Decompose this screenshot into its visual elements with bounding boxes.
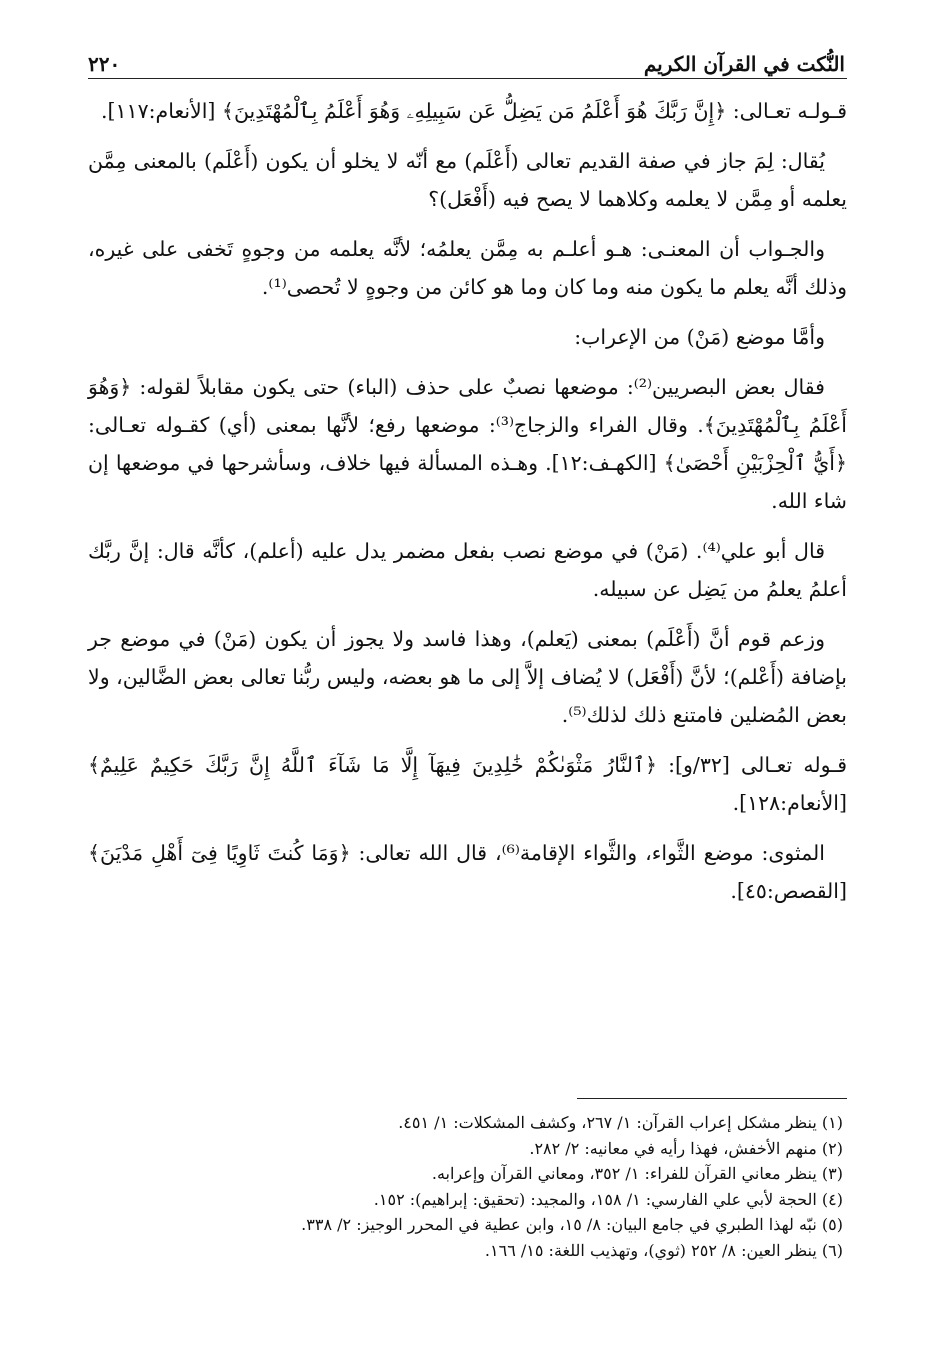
paragraph-verse-117: قـولـه تعـالى: ﴿إِنَّ رَبَّكَ هُوَ أَعْلَمُ مَن يَضِلُّ عَن سَبِيلِهِۦ وَهُوَ أَعْلَمُ بِٱلْمُهْتَدِينَ﴾ [الأنعام:١١٧]. xyxy=(101,99,847,123)
paragraph-claim: وزعم قوم أنَّ (أَعْلَم) بمعنى (يَعلم)، وهذا فاسد ولا يجوز أن يكون (مَنْ) في موضع جر بإضافة (أَعْلم)؛ لأنَّ (أَفْعَل) لا يُضاف إلاَّ إلى ما هو بعضه، وليس ربُّنا تعالى بعض الضَّالين، ولا بعض المُضلين فامتنع ذلك لذلك⁽⁵⁾. xyxy=(88,627,847,727)
paragraph-answer: والجـواب أن المعنـى: هـو أعلـم به مِمَّن يعلمُه؛ لأنَّه يعلمه من وجوهٍ تَخفى على غيره، وذلك أنَّه يعلم ما يكون منه وما كان وما هو كائن من وجوهٍ لا تُحصى⁽¹⁾. xyxy=(88,237,847,299)
paragraph-verse-128: قـوله تعـالى [٣٢/و]: ﴿ٱلنَّارُ مَثْوَىٰكُمْ خَٰلِدِينَ فِيهَآ إِلَّا مَا شَآءَ ٱللَّهُ إِنَّ رَبَّكَ حَكِيمٌ عَلِيمٌ﴾ [الأنعام:١٢٨]. xyxy=(88,753,847,815)
header-rule xyxy=(88,78,847,79)
paragraph-basrians: فقال بعض البصريين⁽²⁾: موضعها نصبٌ على حذف (الباء) حتى يكون مقابلاً لقوله: ﴿وَهُوَ أَعْلَمُ بِٱلْمُهْتَدِينَ﴾. وقال الفراء والزجاج⁽³⁾: موضعها رفع؛ لأنَّها بمعنى (أي) كقـوله تعـالى: ﴿أَيُّ ٱلْحِزْبَيْنِ أَحْصَىٰ﴾ [الكهـف:١٢]. وهـذه المسألة فيها خلاف، وسأشرحها في موضعها إن شاء الله. xyxy=(88,375,848,513)
footnotes xyxy=(88,1110,843,1263)
paragraph-irab-heading: وأمَّا موضع (مَنْ) من الإعراب: xyxy=(574,325,825,349)
page-header xyxy=(88,40,845,76)
footnote-6: (٦) ينظر العين: ٨/ ٢٥٢ (ثوي)، وتهذيب اللغة: ١٥/ ١٦٦. xyxy=(484,1240,843,1260)
book-title: النُّكت في القرآن الكريم xyxy=(643,52,845,76)
footnote-1: (١) ينظر مشكل إعراب القرآن: ١/ ٢٦٧، وكشف المشكلات: ١/ ٤٥١. xyxy=(398,1113,843,1132)
footnote-2: (٢) منهم الأخفش، فهذا رأيه في معانيه: ٢/ ٢٨٢. xyxy=(529,1138,843,1158)
footnote-5: (٥) نبّه لهذا الطبري في جامع البيان: ٨/ ١٥، وابن عطية في المحرر الوجيز: ٢/ ٣٣٨. xyxy=(301,1215,843,1234)
footnote-4: (٤) الحجة لأبي علي الفارسي: ١/ ١٥٨، والمجيد: (تحقيق: إبراهيم): ١٥٢. xyxy=(373,1189,843,1209)
footnote-rule xyxy=(577,1098,847,1099)
paragraph-mathwa: المثوى: موضع الثَّواء، والثَّواء الإقامة⁽⁶⁾، قال الله تعالى: ﴿وَمَا كُنتَ ثَاوِيًا فِىٓ أَهْلِ مَدْيَنَ﴾ [القصص:٤٥]. xyxy=(88,841,847,903)
paragraph-question: يُقال: لِمَ جاز في صفة القديم تعالى (أَعْلَم) مع أنّه لا يخلو أن يكون (أَعْلَم) بالمعنى مِمَّن يعلمه أو مِمَّن لا يعلمه وكلاهما لا يصح فيه (أَفْعَل)؟ xyxy=(88,149,847,211)
main-text xyxy=(88,92,847,922)
page-number: ٢٢٠ xyxy=(88,52,121,76)
footnote-3: (٣) ينظر معاني القرآن للفراء: ١/ ٣٥٢، ومعاني القرآن وإعرابه. xyxy=(431,1164,843,1183)
paragraph-abu-ali: قال أبو علي⁽⁴⁾. (مَنْ) في موضع نصب بفعل مضمر يدل عليه (أعلم)، كأنَّه قال: إنَّ ربَّك أعلمُ يعلمُ من يَضِل عن سبيله. xyxy=(88,539,847,601)
